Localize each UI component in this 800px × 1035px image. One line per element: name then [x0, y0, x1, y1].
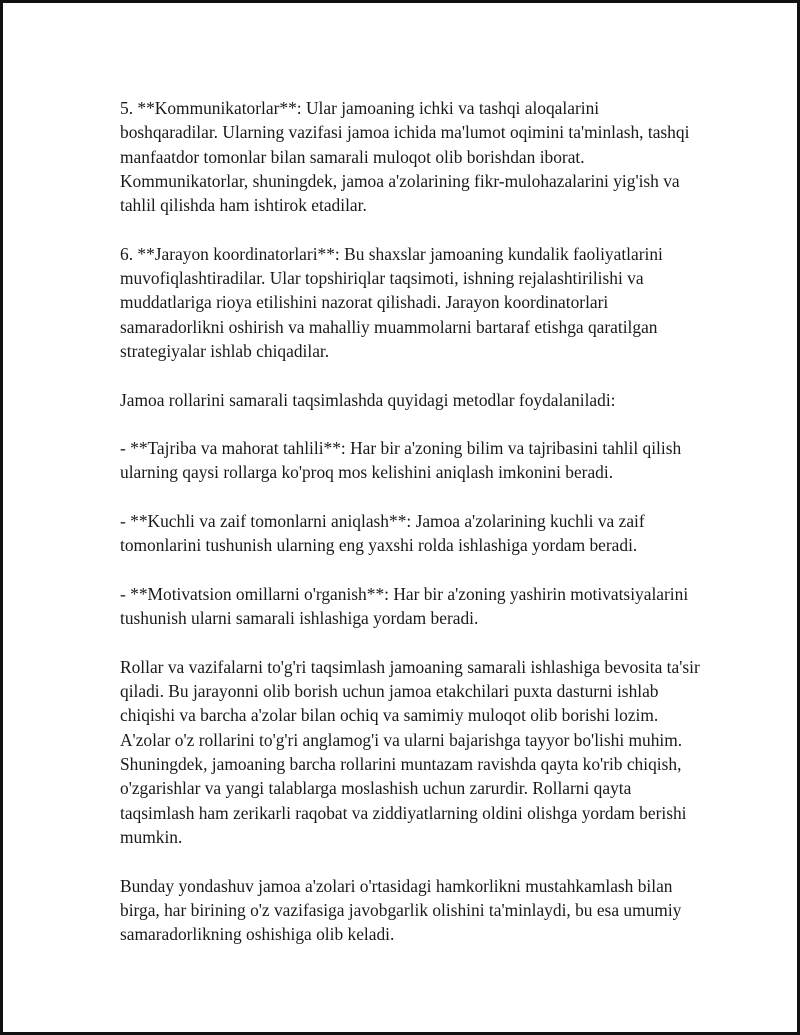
- paragraph-role-distribution: Rollar va vazifalarni to'g'ri taqsimlash jamoaning samarali ishlashiga bevosita ta'sir qiladi. Bu jarayonni olib borish uchun jamoa etakchilari puxta dasturni ishlab chiqishi va barcha a'zolar bilan ochiq va samimiy muloqot olib borishi lozim. A'zolar o'z rollarini to'g'ri anglamog'i va ularni bajarishga tayyor bo'lishi muhim. Shuningdek, jamoaning barcha rollarini muntazam ravishda qayta ko'rib chiqish, o'zgarishlar va yangi talablarga moslashish uchun zarurdir. Rollarni qayta taqsimlash ham zerikarli raqobat va ziddiyatlarning oldini olishga yordam berishi mumkin.: [120, 656, 700, 847]
- list-item-experience-analysis: - **Tajriba va mahorat tahlili**: Har bir a'zoning bilim va tajribasini tahlil qilish ularning qaysi rollarga ko'proq mos kelishini aniqlash imkonini beradi.: [120, 438, 682, 483]
- list-item-motivation-factors: - **Motivatsion omillarni o'rganish**: Har bir a'zoning yashirin motivatsiyalarini tushunish ularni samarali ishlashiga yordam beradi.: [120, 583, 689, 629]
- paragraph-conclusion: Bunday yondashuv jamoa a'zolari o'rtasidagi hamkorlikni mustahkamlash bilan birga, har birining o'z vazifasiga javobgarlik olishini ta'minlaydi, bu esa umumiy samaradorlikning oshishiga olib keladi.: [120, 875, 682, 945]
- list-item-strengths-weaknesses: - **Kuchli va zaif tomonlarni aniqlash**: Jamoa a'zolarining kuchli va zaif tomonlarini tushunish ularning eng yaxshi rolda ishlashiga yordam beradi.: [120, 511, 645, 556]
- document-body: [120, 96, 700, 971]
- paragraph-process-coordinators: 6. **Jarayon koordinatorlari**: Bu shaxslar jamoaning kundalik faoliyatlarini muvofiqlashtiradilar. Ular topshiriqlar taqsimoti, ishning rejalashtirilishi va muddatlariga rioya etilishini nazorat qilishadi. Jarayon koordinatorlari samaradorlikni oshirish va mahalliy muammolarni bartaraf etishga qaratilgan strategiyalar ishlab chiqadilar.: [120, 243, 663, 361]
- paragraph-communicators: 5. **Kommunikatorlar**: Ular jamoaning ichki va tashqi aloqalarini boshqaradilar. Ularning vazifasi jamoa ichida ma'lumot oqimini ta'minlash, tashqi manfaatdor tomonlar bilan samarali muloqot olib borishdan iborat. Kommunikatorlar, shuningdek, jamoa a'zolarining fikr-mulohazalarini yig'ish va tahlil qilishda ham ishtirok etadilar.: [120, 98, 690, 216]
- paragraph-methods-intro: Jamoa rollarini samarali taqsimlashda quyidagi metodlar foydalaniladi:: [120, 389, 616, 410]
